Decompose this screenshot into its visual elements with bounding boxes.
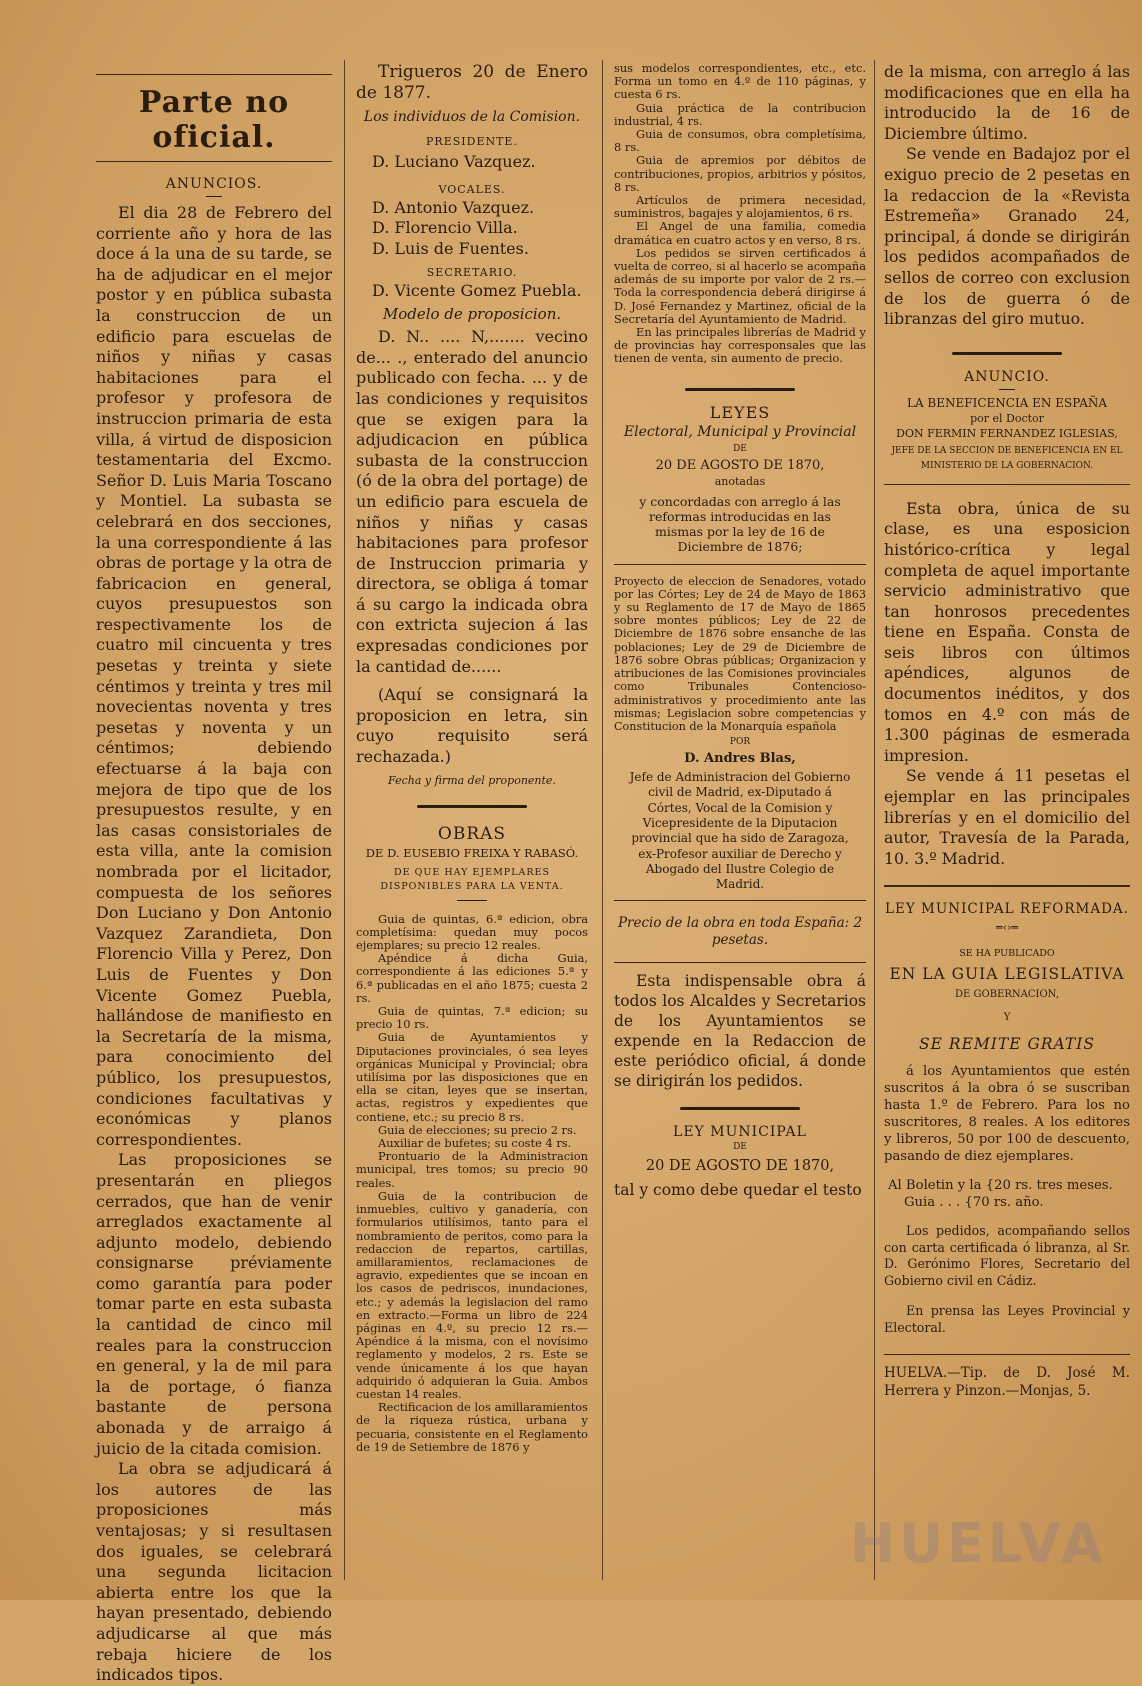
column-2 xyxy=(356,62,588,1570)
indispensable-text: Esta indispensable obra á todos los Alcaldes y Secretarios de los Ayuntamientos se expende en la Redaccion de este periódico oficial, á donde se dirigirán los pedidos. xyxy=(614,972,866,1091)
divider xyxy=(999,389,1015,390)
obra-price: Se vende á 11 pesetas el ejemplar en las principales librerías y en el domicilio del autor, Travesía de la Parada, 10. 3.º Madrid. xyxy=(884,766,1130,868)
divider xyxy=(952,352,1062,355)
de-label: DE xyxy=(733,1142,747,1153)
anuncios-heading: ANUNCIOS. xyxy=(165,176,263,192)
por-label: POR xyxy=(729,737,751,748)
remite-gratis: SE REMITE GRATIS xyxy=(919,1035,1095,1054)
paragraph: Las proposiciones se presentarán en pliegos cerrados, que han de venir arreglados exactamente al adjunto modelo, debiendo consignarse préviamente como garantía para poder tomar parte en esta subasta la cantidad de cinco mil reales para la construccion en general, y la de mil para la de portage, ó fianza bastante de persona abonada y de arraigo á juicio de la citada comision. xyxy=(96,1150,332,1458)
vocal-name: D. Antonio Vazquez. xyxy=(372,197,535,217)
divider xyxy=(680,1107,800,1110)
ley-reformada-title: LEY MUNICIPAL REFORMADA. xyxy=(885,901,1129,918)
paragraph: El dia 28 de Febrero del corriente año y hora de las doce á la una de su tarde, se ha de adjudicar en el mejor postor y en pública subasta la construccion de un edificio para escuelas de niños y niñas y casas habitaciones para el profesor y profesora de instruccion primaria de esta villa, á virtud de disposicion testamentaria del Excmo. Señor D. Luis Maria Toscano y Montiel. La subasta se celebrará en dos secciones, la una correspondiente á las obras de portage y la otra de fabricacion en general, cuyos presupuestos son respectivamente los de cuatro mil cincuenta y tres pesetas y treinta y siete céntimos y treinta y tres mil novecientas noventa y tres pesetas y noventa y un céntimos; debiendo efectuarse á la baja con mejora de tipo que de los presupuestos resulte, y en las casas consistoriales de esta villa, ante la comision nombrada por el licitador, compuesta de los señores Don Luciano y Don Antonio Vazquez Zarandieta, Don Florencio Villa y Perez, Don Luis de Fuentes y Don Vicente Gomez Puebla, hallándose de manifiesto en la Secretaría de la misma, para conocimiento del público, los presupuestos, condiciones facultativas y económicas y planos correspondientes. xyxy=(96,203,332,1149)
ley-municipal-date: 20 DE AGOSTO DE 1870, xyxy=(645,1158,835,1175)
precio: Precio de la obra en toda España: 2 pesetas. xyxy=(617,914,863,948)
vocal-name: D. Luis de Fuentes. xyxy=(372,238,529,258)
guia-legislativa: EN LA GUIA LEGISLATIVA xyxy=(889,965,1125,984)
presidente-label: PRESIDENTE. xyxy=(426,135,518,149)
modelo-text: D. N.. .... N,....... vecino de... ., enterado del anuncio publicado con fecha. ... y de las condiciones y requisitos que se exigen para la adjudicacion en pública subasta de la construccion (ó de la obra del portage) de un edificio para escuela de niños y niñas y casas habitaciones para profesor de Instruccion primaria y directora, se obliga á tomar á su cargo la indicada obra con extricta sujecion á las expresadas condiciones por la cantidad de...... xyxy=(356,327,588,676)
obra-item: Rectificacion de los amillaramientos de la riqueza rústica, urbana y pecuaria, consistente en el Reglamento de 19 de Setiembre de 1876 y xyxy=(356,1400,588,1454)
divider xyxy=(96,161,332,162)
continuation-text: de la misma, con arreglo á las modificaciones que en ella ha introducido la de 16 de Diciembre último. xyxy=(884,62,1130,143)
divider xyxy=(614,900,866,901)
ornament: ═‹›═ xyxy=(995,921,1019,935)
author-description: Jefe de Administracion del Gobierno civil de Madrid, ex-Diputado á Córtes, Vocal de la Comision y Vicepresidente de la Diputacion provincial que ha sido de Zaragoza, ex-Profesor auxiliar de Derecho y Abogado del Ilustre Colegio de Madrid. xyxy=(629,770,851,892)
leyes-date: 20 DE AGOSTO DE 1870, xyxy=(655,457,825,473)
presidente-name: D. Luciano Vazquez. xyxy=(372,152,536,172)
price-line: Guia . . . {70 rs. año. xyxy=(904,1195,1044,1211)
secretario-label: SECRETARIO. xyxy=(426,265,518,279)
archive-watermark: HUELVA xyxy=(850,1512,1107,1575)
paragraph: La obra se adjudicará á los autores de las proposiciones más ventajosas; y si resultasen dos iguales, se celebrará una segunda licitacion abierta entre los que la hayan presentado, debiendo adjudicarse al que más rebaja hiciere de los indicados tipos. xyxy=(96,1459,332,1685)
venta-text: Se vende en Badajoz por el exiguo precio de 2 pesetas en la redaccion de la «Revista Estremeña» Granado 24, principal, á donde se dirigirán los pedidos acompañados de sellos de correo con exclusion de los de guerra ó de libranzas del giro mutuo. xyxy=(884,144,1130,329)
obra-item: El Angel de una familia, comedia dramática en cuatro actos y en verso, 8 rs. xyxy=(614,219,866,247)
obra-item: Artículos de primera necesidad, suministros, bagajes y alojamientos, 6 rs. xyxy=(614,193,866,221)
divider xyxy=(614,564,866,565)
vocales-label: VOCALES. xyxy=(438,182,506,196)
modelo-title: Modelo de proposicion. xyxy=(382,305,562,324)
obra-item: Guia de Ayuntamientos y Diputaciones provinciales, ó sea leyes orgánicas Municipal y Provincial; obra utilísima por las disposiciones que en ella se citan, leyes que se insertan, actas, registros y expedientes que contiene, etc.; su precio 8 rs. xyxy=(356,1030,588,1124)
column-1 xyxy=(96,62,332,1685)
obra-item: Guia de apremios por débitos de contribuciones, propios, arbitrios y pósitos, 8 rs. xyxy=(614,153,866,194)
gobernacion-label: DE GOBERNACION, xyxy=(955,989,1059,1001)
obra-item: Guia de quintas, 7.ª edicion; su precio 10 rs. xyxy=(356,1004,588,1032)
publicado-label: SE HA PUBLICADO xyxy=(959,948,1055,960)
divider xyxy=(884,484,1130,485)
anotadas: anotadas xyxy=(714,474,766,488)
column-rule xyxy=(344,60,345,1580)
jefe-text: JEFE DE LA SECCION DE BENEFICENCIA EN EL MINISTERIO DE LA GOBERNACION. xyxy=(891,445,1123,471)
obras-subtitle: DE QUE HAY EJEMPLARES DISPONIBLES PARA LA VENTA. xyxy=(380,866,564,892)
obra-description: Esta obra, única de su clase, es una esposicion histórico-crítica y legal completa de aquel importante servicio administrativo que tan honrosos precedentes tiene en España. Consta de seis libros con últimos apéndices, algunos de documentos inéditos, y dos tomos en 4.º con más de 1.300 páginas de esmerada impresion. xyxy=(884,498,1130,765)
date-line: Trigueros 20 de Enero de 1877. xyxy=(356,62,588,103)
obra-item: Los pedidos se sirven certificados á vuelta de correo, si al hacerlo se acompaña además de su importe por valor de 2 rs.—Toda la correspondencia deberá dirigirse á D. José Fernandez y Martinez, oficial de la Secretaría del Ayuntamiento de Madrid. xyxy=(614,245,866,326)
obra-item: Guia práctica de la contribucion industrial, 4 rs. xyxy=(614,100,866,128)
proyecto-text: Proyecto de eleccion de Senadores, votado por las Córtes; Ley de 24 de Mayo de 1863 y su Reglamento de 17 de Mayo de 1865 sobre montes públicos; Ley de 22 de Diciembre de 1876 sobre ensanche de las poblaciones; Ley de 29 de Diciembre de 1876 sobre Obras públicas; Organizacion y atribuciones de las Comisiones provinciales como Tribunales Contencioso-administrativos y procedimiento ante las mismas; Legislacion sobre competencias y Constitucion de la Monarquía española xyxy=(614,574,866,733)
column-4 xyxy=(884,62,1130,1570)
prensa-text: En prensa las Leyes Provincial y Electoral. xyxy=(884,1303,1130,1335)
committee-heading: Los individuos de la Comision. xyxy=(363,109,581,126)
divider xyxy=(685,388,795,391)
divider xyxy=(96,74,332,75)
divider xyxy=(884,885,1130,887)
imprenta-line: HUELVA.—Tip. de D. José M. Herrera y Pinzon.—Monjas, 5. xyxy=(884,1365,1130,1399)
author-name: D. Andres Blas, xyxy=(684,751,796,767)
vocal-name: D. Florencio Villa. xyxy=(372,218,518,238)
obra-item: Guia de elecciones; su precio 2 rs. xyxy=(378,1122,577,1137)
ayuntamientos-text: á los Ayuntamientos que estén suscritos á la obra ó se suscriban hasta 1.º de Febrero. Para los no suscritores, 8 reales. A los editores y libreros, 50 por 100 de descuento, pasando de diez ejemplares. xyxy=(884,1064,1130,1165)
column-rule xyxy=(874,60,875,1580)
obra-item: sus modelos correspondientes, etc., etc. Forma un tomo en 4.º de 110 páginas, y cuesta 6 rs. xyxy=(614,61,866,102)
beneficencia-title: LA BENEFICENCIA EN ESPAÑA xyxy=(906,395,1108,410)
obra-item: En las principales librerías de Madrid y de provincias hay corresponsales que las tienen de venta, sin aumento de precio. xyxy=(614,325,866,366)
pedidos-text: Los pedidos, acompañando sellos con carta certificada ó libranza, al Sr. D. Gerónimo Flores, Secretario del Gobierno civil en Cádiz. xyxy=(884,1223,1130,1288)
divider xyxy=(457,900,487,901)
leyes-title: LEYES xyxy=(709,402,771,422)
anuncio-title: ANUNCIO. xyxy=(964,368,1050,385)
y-label: Y xyxy=(1003,1012,1011,1024)
section-title: Parte no oficial. xyxy=(138,85,290,155)
secretario-name: D. Vicente Gomez Puebla. xyxy=(372,280,582,300)
obra-item: Apéndice á dicha Guia, correspondiente á las ediciones 5.ª y 6.ª publicadas en el año 1875; cuesta 2 rs. xyxy=(356,951,588,1005)
firma-line: Fecha y firma del proponente. xyxy=(388,773,556,787)
obra-item: Auxiliar de bufetes; su coste 4 rs. xyxy=(378,1136,572,1151)
ley-municipal-tail: tal y como debe quedar el testo xyxy=(614,1181,862,1200)
obras-title: OBRAS xyxy=(437,823,507,844)
divider xyxy=(884,1354,1130,1355)
column-rule xyxy=(602,60,603,1580)
column-3 xyxy=(614,62,866,1570)
doctor-name: DON FERMIN FERNANDEZ IGLESIAS, xyxy=(896,426,1118,440)
por-doctor: por el Doctor xyxy=(970,411,1044,425)
obra-item: Guia de consumos, obra completísima, 8 rs. xyxy=(614,127,866,155)
modelo-note: (Aquí se consignará la proposicion en letra, sin cuyo requisito será rechazada.) xyxy=(356,685,588,767)
obra-item: Prontuario de la Administracion municipal, tres tomos; su precio 90 reales. xyxy=(356,1149,588,1190)
concordadas: y concordadas con arreglo á las reformas introducidas en las mismas por la ley de 16 de Diciembre de 1876; xyxy=(639,493,841,554)
divider xyxy=(206,196,222,197)
obra-item: Guia de quintas, 6.ª edicion, obra completísima: quedan muy pocos ejemplares; su precio 12 reales. xyxy=(356,911,588,953)
obra-item: Guia de la contribucion de inmuebles, cultivo y ganadería, con formularios utilísimos, tanto para el nombramiento de peritos, como para la redaccion de repartos, cartillas, amillaramientos, reclamaciones de agravio, expedientes que se incoan en los casos de pedriscos, inundaciones, etc.; y además la legislacion del ramo en extracto.—Forma un libro de 224 páginas en 4.º, su precio 12 rs.—Apéndice á la misma, con el novísimo reglamento y modelos, 2 rs. Este se vende únicamente á los que hayan adquirido ó adquieran la Guia. Ambos cuestan 14 reales. xyxy=(356,1188,588,1401)
divider xyxy=(614,962,866,963)
de-label: DE xyxy=(733,443,747,454)
leyes-subtitle: Electoral, Municipal y Provincial xyxy=(623,423,857,440)
price-line: Al Boletin y la {20 rs. tres meses. xyxy=(888,1178,1113,1194)
obras-author: DE D. EUSEBIO FREIXA Y RABASÓ. xyxy=(365,845,579,860)
ley-municipal-title: LEY MUNICIPAL xyxy=(673,1124,807,1141)
divider xyxy=(417,805,527,808)
